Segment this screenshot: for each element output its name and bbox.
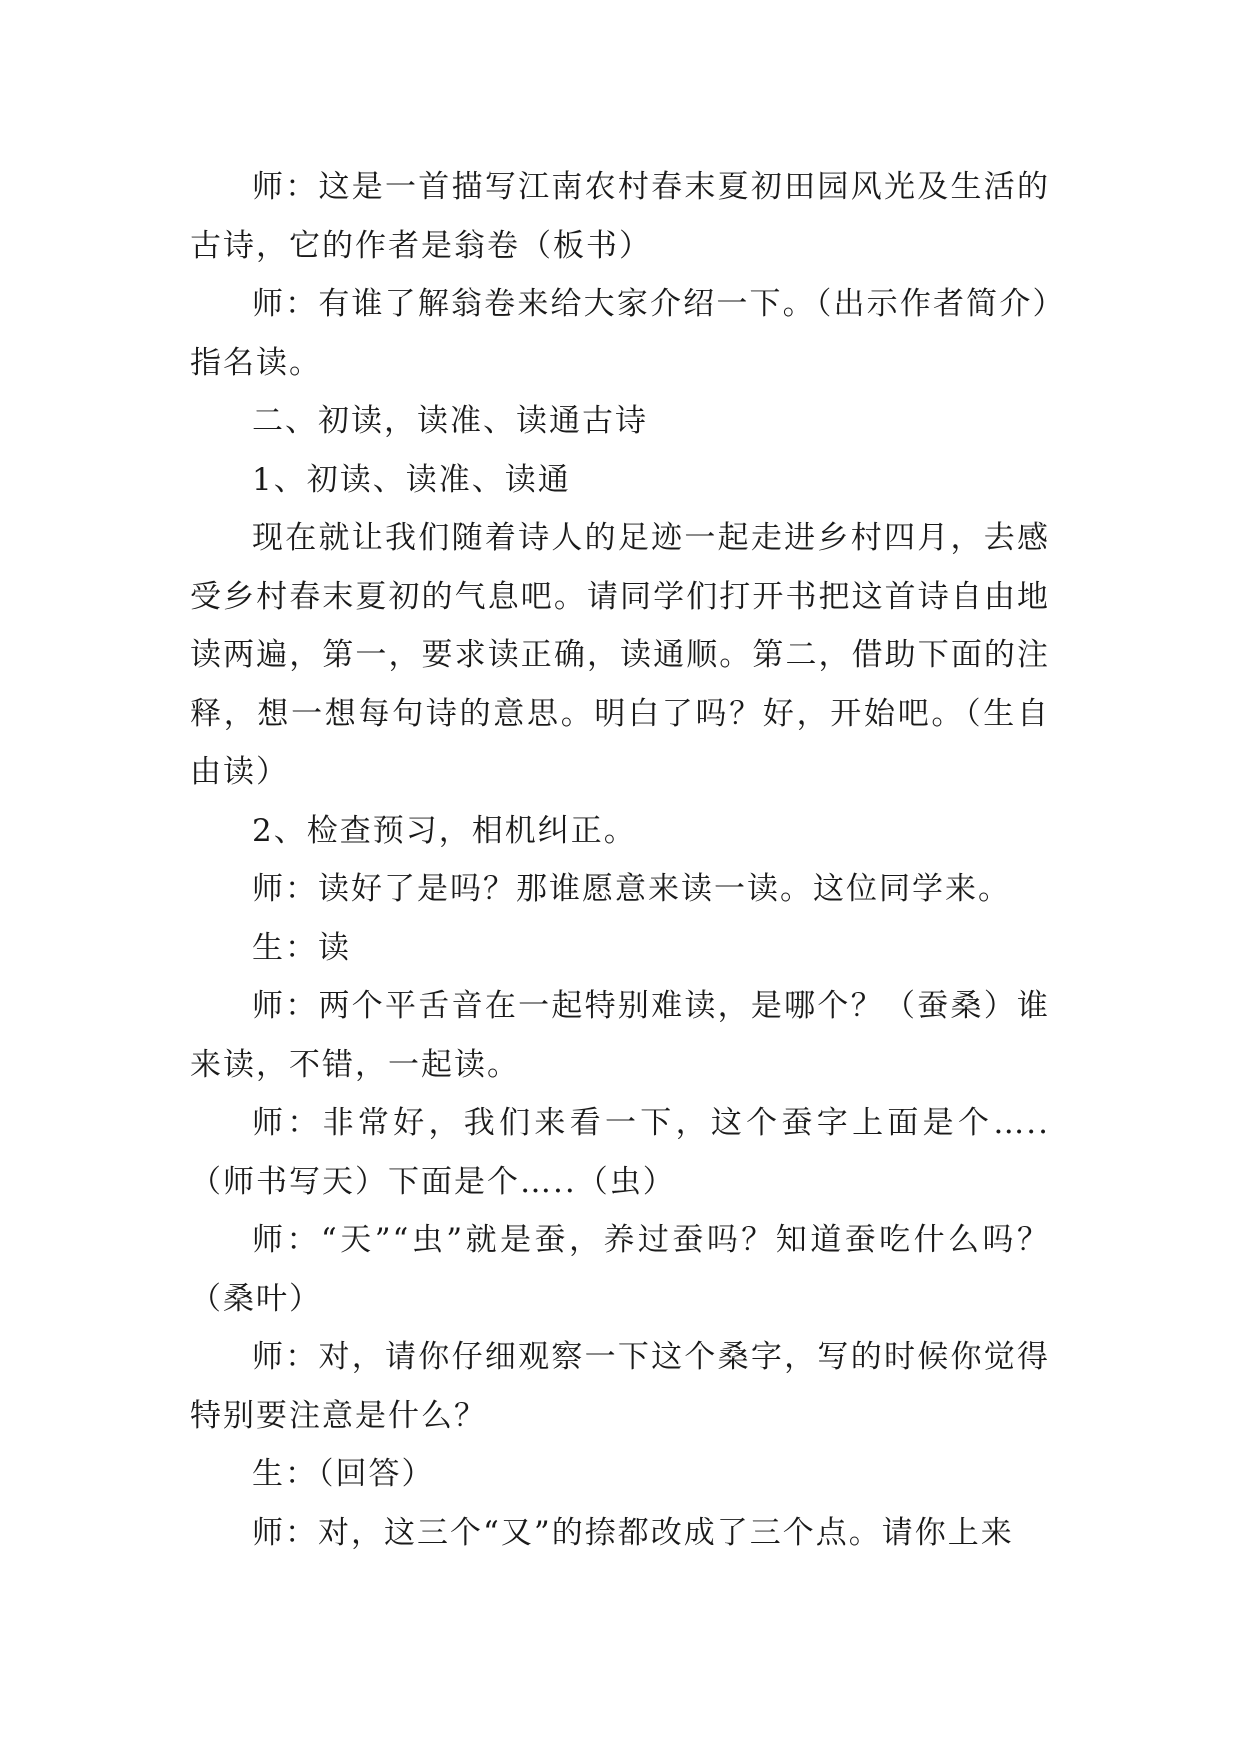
paragraph: 师：对，请你仔细观察一下这个桑字，写的时候你觉得特别要注意是什么？: [190, 1339, 1050, 1434]
document-body: [190, 158, 1050, 1562]
section-heading: 二、初读，读准、读通古诗: [252, 403, 648, 439]
paragraph: 师：“天”“虫”就是蚕，养过蚕吗？知道蚕吃什么吗？（桑叶）: [190, 1222, 1050, 1317]
paragraph: 师：这是一首描写江南农村春末夏初田园风光及生活的古诗，它的作者是翁卷（板书）: [190, 169, 1050, 264]
subsection-heading: 1、初读、读准、读通: [252, 461, 571, 498]
paragraph: 现在就让我们随着诗人的足迹一起走进乡村四月，去感受乡村春末夏初的气息吧。请同学们打开书把这首诗自由地读两遍，第一，要求读正确，读通顺。第二，借助下面的注释，想一想每句诗的意思。明白了吗？好，开始吧。（生自由读）: [190, 520, 1050, 790]
paragraph: 师：有谁了解翁卷来给大家介绍一下。（出示作者简介）指名读。: [190, 286, 1050, 381]
paragraph: 师：对，这三个“又”的捺都改成了三个点。请你上来: [252, 1514, 1014, 1551]
paragraph: 生：读: [252, 929, 351, 966]
paragraph: 师：读好了是吗？那谁愿意来读一读。这位同学来。: [252, 871, 1011, 907]
paragraph: 师：非常好，我们来看一下，这个蚕字上面是个…..（师书写天）下面是个…..（虫）: [190, 1105, 1050, 1200]
paragraph: 师：两个平舌音在一起特别难读，是哪个？（蚕桑）谁来读，不错，一起读。: [190, 988, 1050, 1083]
paragraph: 生：（回答）: [252, 1456, 435, 1492]
subsection-heading: 2、检查预习，相机纠正。: [252, 812, 637, 849]
